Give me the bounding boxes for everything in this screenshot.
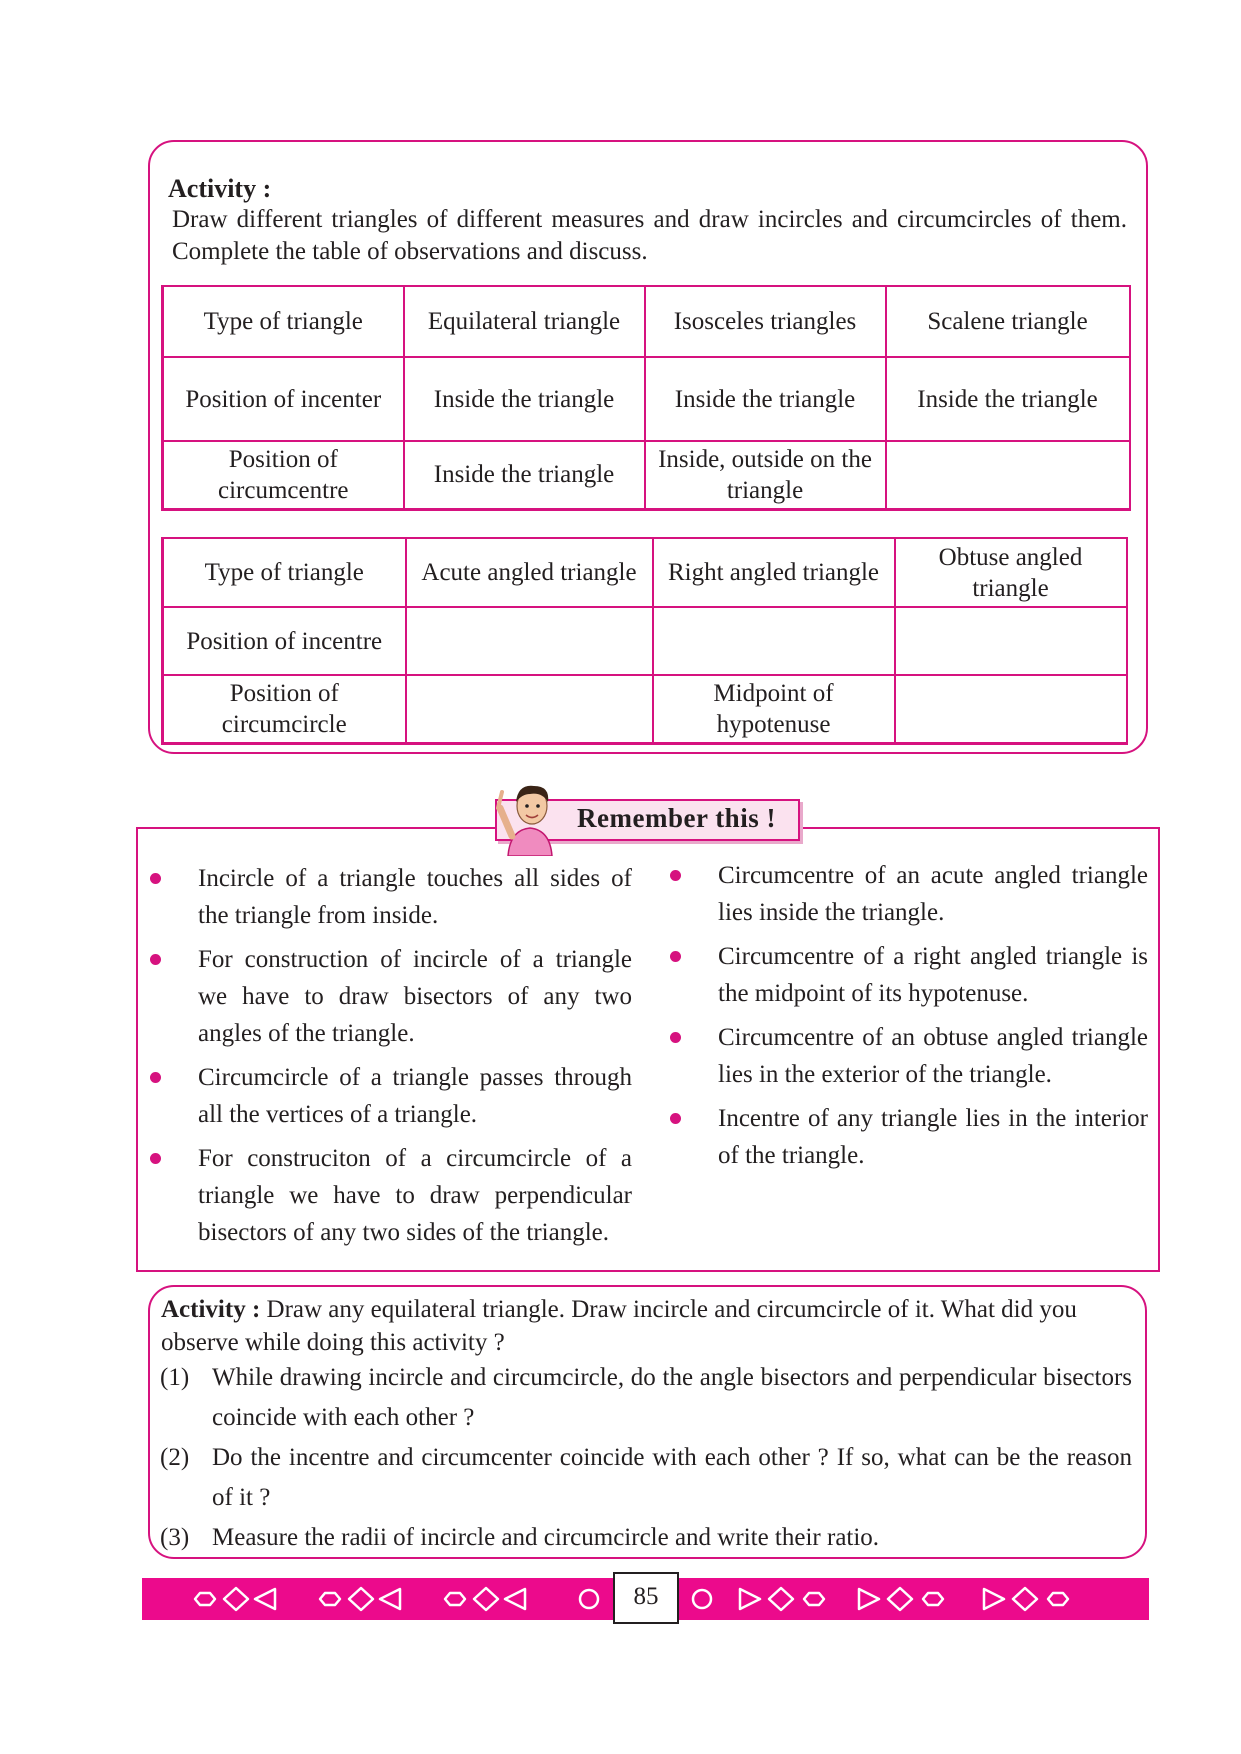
list-item: For construction of incircle of a triangle we have to draw bisectors of any two angles of the triangle.: [150, 941, 632, 1052]
table-cell: [653, 607, 895, 675]
table-row: [163, 607, 1127, 675]
question-number: (2): [160, 1444, 190, 1471]
list-item: Incircle of a triangle touches all sides of the triangle from inside.: [150, 860, 632, 934]
remember-list-right: [670, 857, 1148, 1181]
observation-table-2: [161, 537, 1128, 745]
table-header-cell: Right angled triangle: [653, 538, 895, 607]
list-item: Incentre of any triangle lies in the interior of the triangle.: [670, 1100, 1148, 1174]
bullet-icon: [670, 951, 681, 962]
question-item: [160, 1518, 1132, 1558]
bullet-icon: [150, 1153, 161, 1164]
question-text: Measure the radii of incircle and circumcircle and write their ratio.: [212, 1524, 880, 1551]
table-row: [163, 357, 1130, 441]
table-row: [163, 538, 1127, 607]
remember-list-left: [150, 860, 632, 1258]
activity-instructions: Draw different triangles of different measures and draw incircles and circumcircles of them. Complete the table of observations and discuss.: [172, 206, 1127, 265]
table-cell: Inside the triangle: [404, 357, 645, 441]
observation-table-1: [161, 285, 1131, 511]
bullet-icon: [670, 870, 681, 881]
table-cell: [895, 675, 1127, 743]
table-header-cell: Type of triangle: [163, 538, 406, 607]
table-cell: Inside the triangle: [404, 441, 645, 509]
table-cell: Position of circumcircle: [163, 675, 406, 743]
table-cell: Inside the triangle: [886, 357, 1130, 441]
table-cell: [406, 675, 653, 743]
list-item: Circumcentre of an acute angled triangle lies inside the triangle.: [670, 857, 1148, 931]
list-item: Circumcircle of a triangle passes through all the vertices of a triangle.: [150, 1059, 632, 1133]
bullet-icon: [150, 1072, 161, 1083]
table-row: [163, 675, 1127, 743]
footer-band: [142, 1578, 1149, 1620]
table-header-cell: Scalene triangle: [886, 286, 1130, 357]
table-cell: Position of incenter: [163, 357, 404, 441]
question-number: (3): [160, 1524, 190, 1551]
question-number: (1): [160, 1364, 190, 1391]
remember-title: Remember this !: [577, 803, 776, 833]
activity-box: [148, 140, 1148, 754]
table-header-cell: Isosceles triangles: [645, 286, 886, 357]
activity-2-intro: [161, 1293, 1131, 1359]
table-cell: Inside, outside on the triangle: [645, 441, 886, 509]
bullet-icon: [150, 873, 161, 884]
table-cell: [895, 607, 1127, 675]
list-item: For construciton of a circumcircle of a triangle we have to draw perpendicular bisectors of any two sides of the triangle.: [150, 1140, 632, 1251]
question-item: [160, 1358, 1132, 1438]
table-cell: [406, 607, 653, 675]
table-cell: Midpoint of hypotenuse: [653, 675, 895, 743]
list-item: Circumcentre of a right angled triangle is the midpoint of its hypotenuse.: [670, 938, 1148, 1012]
table-cell: [886, 441, 1130, 509]
boy-mascot-icon: [490, 778, 570, 856]
activity-box-2: [148, 1285, 1147, 1559]
question-text: While drawing incircle and circumcircle, do the angle bisectors and perpendicular bisectors coincide with each other ?: [212, 1364, 1132, 1431]
table-row: [163, 441, 1130, 509]
bullet-icon: [150, 954, 161, 965]
table-header-cell: Type of triangle: [163, 286, 404, 357]
page-number: 85: [613, 1572, 679, 1624]
table-cell: Inside the triangle: [645, 357, 886, 441]
table-cell: Position of incentre: [163, 607, 406, 675]
table-row: [163, 286, 1130, 357]
table-header-cell: Equilateral triangle: [404, 286, 645, 357]
bullet-icon: [670, 1032, 681, 1043]
question-item: [160, 1438, 1132, 1518]
activity-2-text: Draw any equilateral triangle. Draw incircle and circumcircle of it. What did you observe while doing this activity ?: [161, 1296, 1077, 1356]
bullet-icon: [670, 1113, 681, 1124]
table-header-cell: Acute angled triangle: [406, 538, 653, 607]
list-item: Circumcentre of an obtuse angled triangle lies in the exterior of the triangle.: [670, 1019, 1148, 1093]
table-header-cell: Obtuse angled triangle: [895, 538, 1127, 607]
table-cell: Position of circumcentre: [163, 441, 404, 509]
activity-title: Activity :: [168, 174, 272, 203]
question-text: Do the incentre and circumcenter coincide with each other ? If so, what can be the reason of it ?: [212, 1444, 1132, 1511]
activity-2-label: Activity :: [161, 1296, 261, 1323]
